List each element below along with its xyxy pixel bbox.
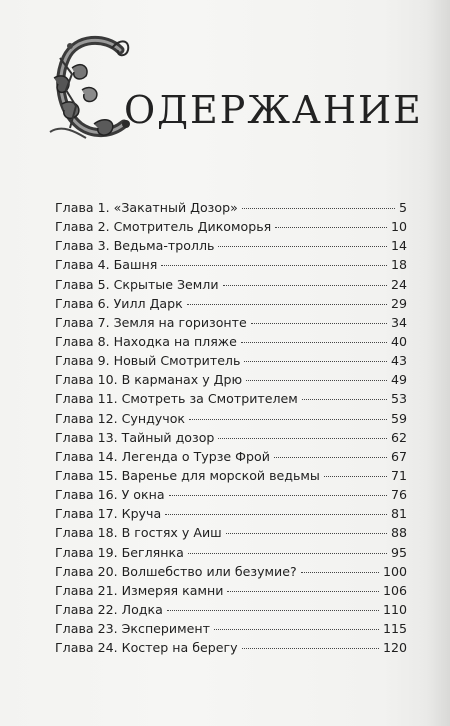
toc-chapter-title: Глава 4. Башня xyxy=(55,257,158,273)
toc-chapter-title: Глава 23. Эксперимент xyxy=(55,621,210,637)
toc-entry xyxy=(55,296,407,315)
toc-chapter-title: Глава 2. Смотритель Дикоморья xyxy=(55,219,272,235)
toc-leader-dots xyxy=(244,361,387,362)
toc-entry xyxy=(55,430,407,449)
toc-page-number: 71 xyxy=(390,467,407,483)
toc-entry xyxy=(55,353,407,372)
toc-chapter-title: Глава 22. Лодка xyxy=(55,601,163,617)
toc-leader-dots xyxy=(165,514,387,515)
toc-leader-dots xyxy=(188,553,387,554)
toc-page-number: 59 xyxy=(390,410,407,426)
toc-leader-dots xyxy=(242,208,395,209)
toc-leader-dots xyxy=(241,342,387,343)
toc-chapter-title: Глава 6. Уилл Дарк xyxy=(55,295,183,311)
toc-page-number: 81 xyxy=(390,506,407,522)
toc-entry xyxy=(55,391,407,410)
toc-chapter-title: Глава 24. Костер на берегу xyxy=(55,640,238,656)
toc-leader-dots xyxy=(251,323,387,324)
toc-page-number: 49 xyxy=(390,372,407,388)
toc-leader-dots xyxy=(274,457,387,458)
toc-chapter-title: Глава 8. Находка на пляже xyxy=(55,333,237,349)
toc-page-number: 115 xyxy=(382,621,407,637)
toc-entry xyxy=(55,334,407,353)
toc-page-number: 88 xyxy=(390,525,407,541)
table-of-contents xyxy=(55,200,407,659)
toc-chapter-title: Глава 16. У окна xyxy=(55,487,165,503)
toc-chapter-title: Глава 21. Измеряя камни xyxy=(55,582,224,598)
toc-entry xyxy=(55,583,407,602)
toc-chapter-title: Глава 10. В карманах у Дрю xyxy=(55,372,243,388)
toc-chapter-title: Глава 5. Скрытые Земли xyxy=(55,276,219,292)
toc-leader-dots xyxy=(301,572,379,573)
toc-entry xyxy=(55,525,407,544)
toc-leader-dots xyxy=(302,399,387,400)
toc-leader-dots xyxy=(227,591,379,592)
toc-page-number: 18 xyxy=(390,257,407,273)
toc-leader-dots xyxy=(242,648,379,649)
toc-page-number: 10 xyxy=(390,219,407,235)
toc-entry xyxy=(55,640,407,659)
toc-leader-dots xyxy=(275,227,387,228)
toc-entry xyxy=(55,602,407,621)
toc-page-number: 5 xyxy=(398,200,407,215)
toc-chapter-title: Глава 20. Волшебство или безумие? xyxy=(55,563,297,579)
toc-entry xyxy=(55,411,407,430)
toc-leader-dots xyxy=(167,610,379,611)
toc-leader-dots xyxy=(187,304,387,305)
toc-leader-dots xyxy=(226,533,387,534)
toc-chapter-title: Глава 18. В гостях у Аиш xyxy=(55,525,222,541)
toc-entry xyxy=(55,372,407,391)
toc-page-number: 24 xyxy=(390,276,407,292)
toc-leader-dots xyxy=(223,285,387,286)
toc-chapter-title: Глава 12. Сундучок xyxy=(55,410,186,426)
toc-page-number: 43 xyxy=(390,353,407,369)
toc-page-number: 120 xyxy=(382,640,407,656)
toc-chapter-title: Глава 13. Тайный дозор xyxy=(55,429,215,445)
toc-chapter-title: Глава 3. Ведьма-тролль xyxy=(55,238,215,254)
toc-page-number: 76 xyxy=(390,487,407,503)
toc-entry xyxy=(55,200,407,219)
toc-page-number: 62 xyxy=(390,429,407,445)
toc-leader-dots xyxy=(246,380,387,381)
toc-leader-dots xyxy=(189,419,387,420)
toc-chapter-title: Глава 11. Смотреть за Смотрителем xyxy=(55,391,298,407)
toc-leader-dots xyxy=(218,438,387,439)
toc-page-number: 67 xyxy=(390,448,407,464)
toc-page-number: 95 xyxy=(390,544,407,560)
toc-entry xyxy=(55,468,407,487)
toc-page-number: 110 xyxy=(382,601,407,617)
toc-page-number: 53 xyxy=(390,391,407,407)
toc-entry xyxy=(55,621,407,640)
toc-leader-dots xyxy=(169,495,387,496)
toc-page-number: 34 xyxy=(390,314,407,330)
toc-chapter-title: Глава 14. Легенда о Турзе Фрой xyxy=(55,448,270,464)
toc-page-number: 40 xyxy=(390,333,407,349)
toc-entry xyxy=(55,315,407,334)
toc-leader-dots xyxy=(324,476,387,477)
toc-entry xyxy=(55,449,407,468)
toc-entry xyxy=(55,238,407,257)
toc-entry xyxy=(55,219,407,238)
toc-chapter-title: Глава 9. Новый Смотритель xyxy=(55,353,241,369)
page-edge-shadow xyxy=(426,0,450,726)
toc-page-number: 29 xyxy=(390,295,407,311)
toc-entry xyxy=(55,257,407,276)
toc-entry xyxy=(55,277,407,296)
toc-entry xyxy=(55,545,407,564)
toc-entry xyxy=(55,564,407,583)
toc-chapter-title: Глава 15. Варенье для морской ведьмы xyxy=(55,467,320,483)
toc-chapter-title: Глава 19. Беглянка xyxy=(55,544,184,560)
toc-chapter-title: Глава 1. «Закатный Дозор» xyxy=(55,200,238,215)
toc-page-number: 14 xyxy=(390,238,407,254)
toc-leader-dots xyxy=(161,265,387,266)
toc-leader-dots xyxy=(214,629,379,630)
toc-page-number: 106 xyxy=(382,582,407,598)
toc-chapter-title: Глава 7. Земля на горизонте xyxy=(55,314,247,330)
toc-leader-dots xyxy=(218,246,387,247)
toc-entry xyxy=(55,487,407,506)
toc-page-number: 100 xyxy=(382,563,407,579)
toc-entry xyxy=(55,506,407,525)
toc-chapter-title: Глава 17. Круча xyxy=(55,506,162,522)
page-title: ОДЕРЖАНИЕ xyxy=(124,88,423,132)
